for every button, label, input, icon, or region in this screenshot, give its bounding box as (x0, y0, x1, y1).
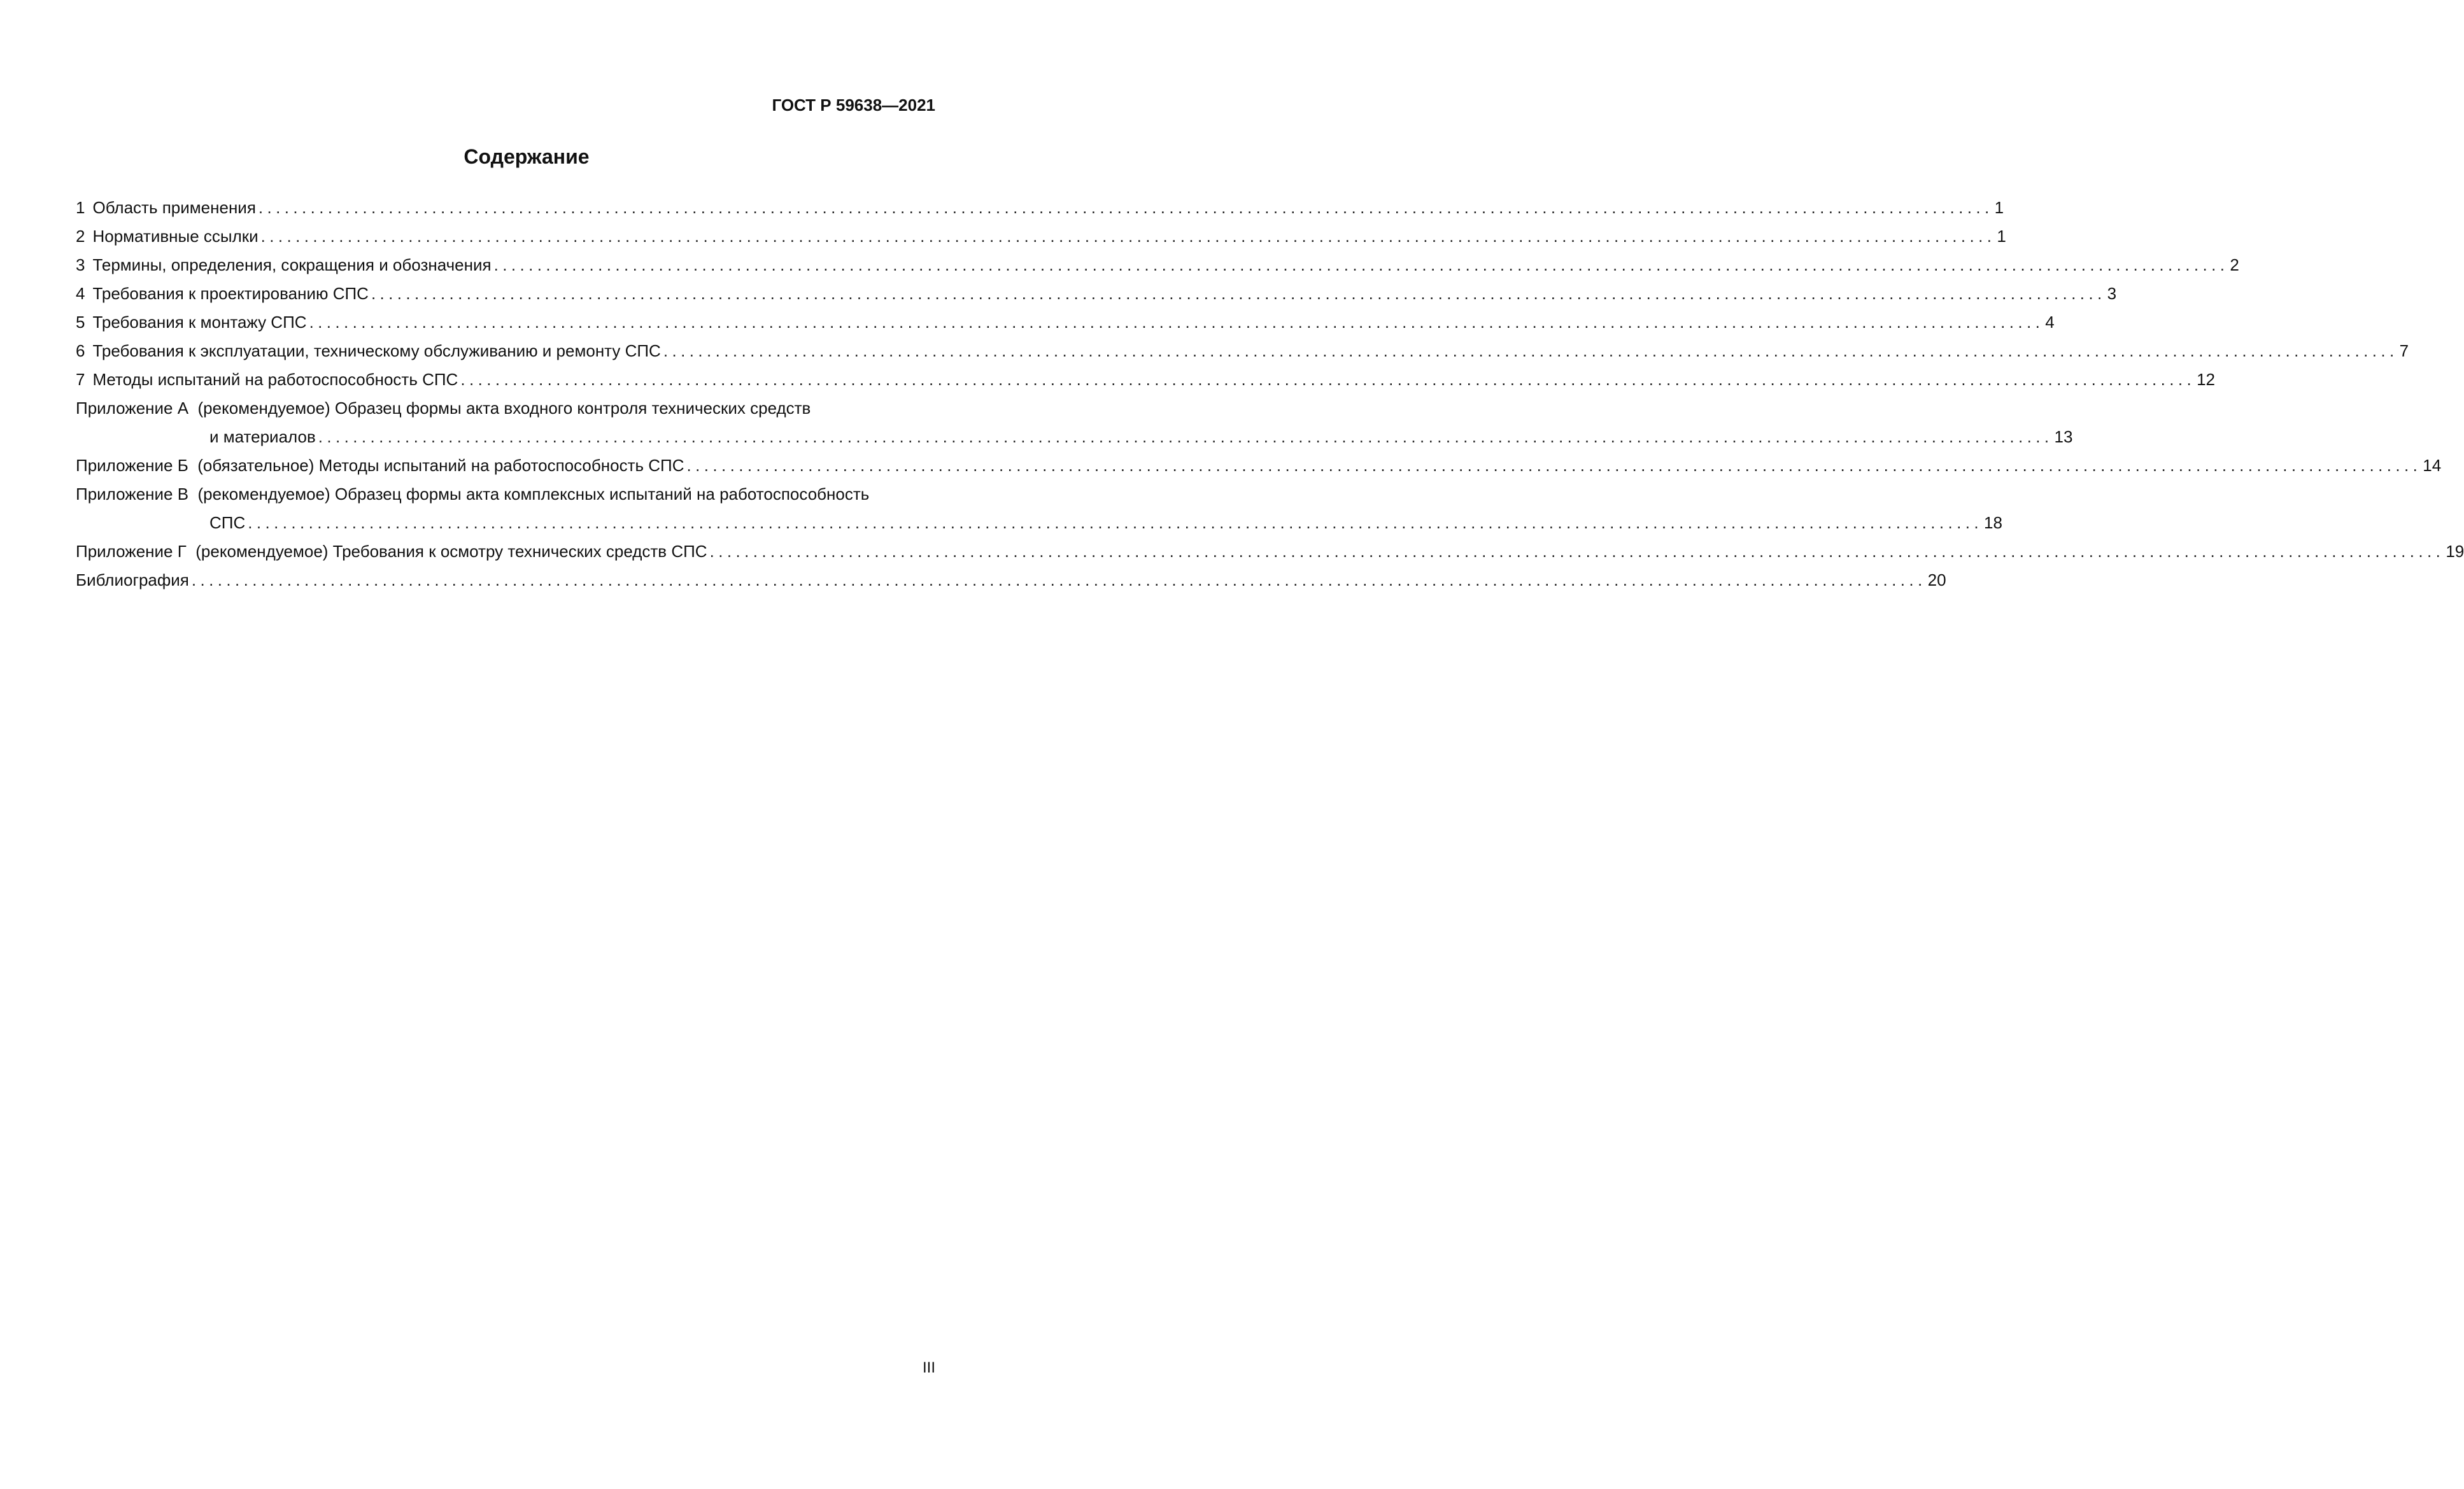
toc-entry-page: 1 (1997, 227, 2006, 246)
toc-entry-3[interactable] (76, 251, 2239, 279)
toc-leader-dots: ........................................................................................................................................................................................................ (493, 255, 2229, 274)
toc-entry-number: 1 (76, 198, 85, 217)
toc-leader-dots: ........................................................................................................................................................................................................ (191, 570, 1927, 589)
toc-entry-text: Требования к монтажу СПС (92, 313, 307, 332)
toc-entry-text: Требования к проектированию СПС (92, 284, 369, 303)
toc-entry-number: 7 (76, 370, 85, 389)
toc-appendix-v-continuation[interactable] (76, 509, 2002, 537)
toc-entry-page: 2 (2230, 255, 2239, 274)
toc-entry-text: Методы испытаний на работоспособность СПС (92, 370, 458, 389)
toc-entry-page: 3 (2107, 284, 2117, 303)
toc-entry-page: 7 (2399, 341, 2409, 360)
toc-appendix-text: Приложение Г (рекомендуемое) Требования к осмотру технических средств СПС (76, 542, 707, 561)
toc-entry-page: 13 (2054, 427, 2073, 446)
toc-leader-dots: ........................................................................................................................................................................................................ (258, 198, 1993, 217)
toc-entry-text: Область применения (92, 198, 256, 217)
toc-entry-6[interactable] (76, 337, 2409, 365)
toc-entry-number: 2 (76, 227, 85, 246)
toc-leader-dots: ........................................................................................................................................................................................................ (686, 456, 2422, 475)
toc-entry-page: 19 (2446, 542, 2464, 561)
toc-leader-dots: ........................................................................................................................................................................................................ (248, 513, 1983, 532)
toc-entry-number: 3 (76, 255, 85, 274)
toc-entry-page: 18 (1983, 513, 2002, 532)
toc-entry-page: 4 (2045, 313, 2055, 332)
document-code: ГОСТ Р 59638—2021 (772, 95, 935, 115)
toc-title: Содержание (464, 145, 590, 168)
toc-entry-page: 1 (1994, 198, 2004, 217)
toc-leader-dots: ........................................................................................................................................................................................................ (260, 227, 1996, 246)
toc-leader-dots: ........................................................................................................................................................................................................ (663, 341, 2398, 360)
toc-appendix-g[interactable] (76, 537, 2464, 566)
toc-leader-dots: ........................................................................................................................................................................................................ (709, 542, 2445, 561)
toc-appendix-a-continuation[interactable] (76, 423, 2073, 451)
toc-entry-1[interactable] (76, 194, 2004, 222)
toc-entry-page: 20 (1927, 570, 1946, 589)
toc-entry-7[interactable] (76, 365, 2215, 394)
toc-appendix-text: Приложение Б (обязательное) Методы испытаний на работоспособность СПС (76, 456, 684, 475)
toc-entry-page: 12 (2197, 370, 2215, 389)
toc-leader-dots: ........................................................................................................................................................................................................ (371, 284, 2106, 303)
toc-appendix-text: СПС (209, 513, 246, 532)
toc-bibliography-text: Библиография (76, 570, 189, 589)
toc-appendix-b[interactable] (76, 451, 2442, 480)
toc-entry-4[interactable] (76, 279, 2117, 308)
toc-appendix-text: и материалов (209, 427, 316, 446)
toc-appendix-a[interactable] (76, 394, 935, 423)
toc-entry-text: Требования к эксплуатации, техническому обслуживанию и ремонту СПС (92, 341, 661, 360)
toc-bibliography[interactable] (76, 566, 1946, 595)
toc-leader-dots: ........................................................................................................................................................................................................ (460, 370, 2196, 389)
toc-leader-dots: ........................................................................................................................................................................................................ (309, 313, 2044, 332)
toc-leader-dots: ........................................................................................................................................................................................................ (318, 427, 2053, 446)
toc-entry-page: 14 (2423, 456, 2442, 475)
page-number: III (922, 1359, 935, 1376)
toc-entry-number: 4 (76, 284, 85, 303)
toc-appendix-text: Приложение В (рекомендуемое) Образец формы акта комплексных испытаний на работоспособность (76, 484, 870, 504)
toc-entry-number: 5 (76, 313, 85, 332)
toc-entry-5[interactable] (76, 308, 2055, 337)
toc-entry-text: Нормативные ссылки (92, 227, 258, 246)
toc-entry-text: Термины, определения, сокращения и обозначения (92, 255, 492, 274)
toc-appendix-text: Приложение А (рекомендуемое) Образец формы акта входного контроля технических средств (76, 399, 811, 418)
table-of-contents (76, 194, 2464, 595)
toc-appendix-v[interactable] (76, 480, 935, 509)
toc-entry-number: 6 (76, 341, 85, 360)
toc-entry-2[interactable] (76, 222, 2006, 251)
